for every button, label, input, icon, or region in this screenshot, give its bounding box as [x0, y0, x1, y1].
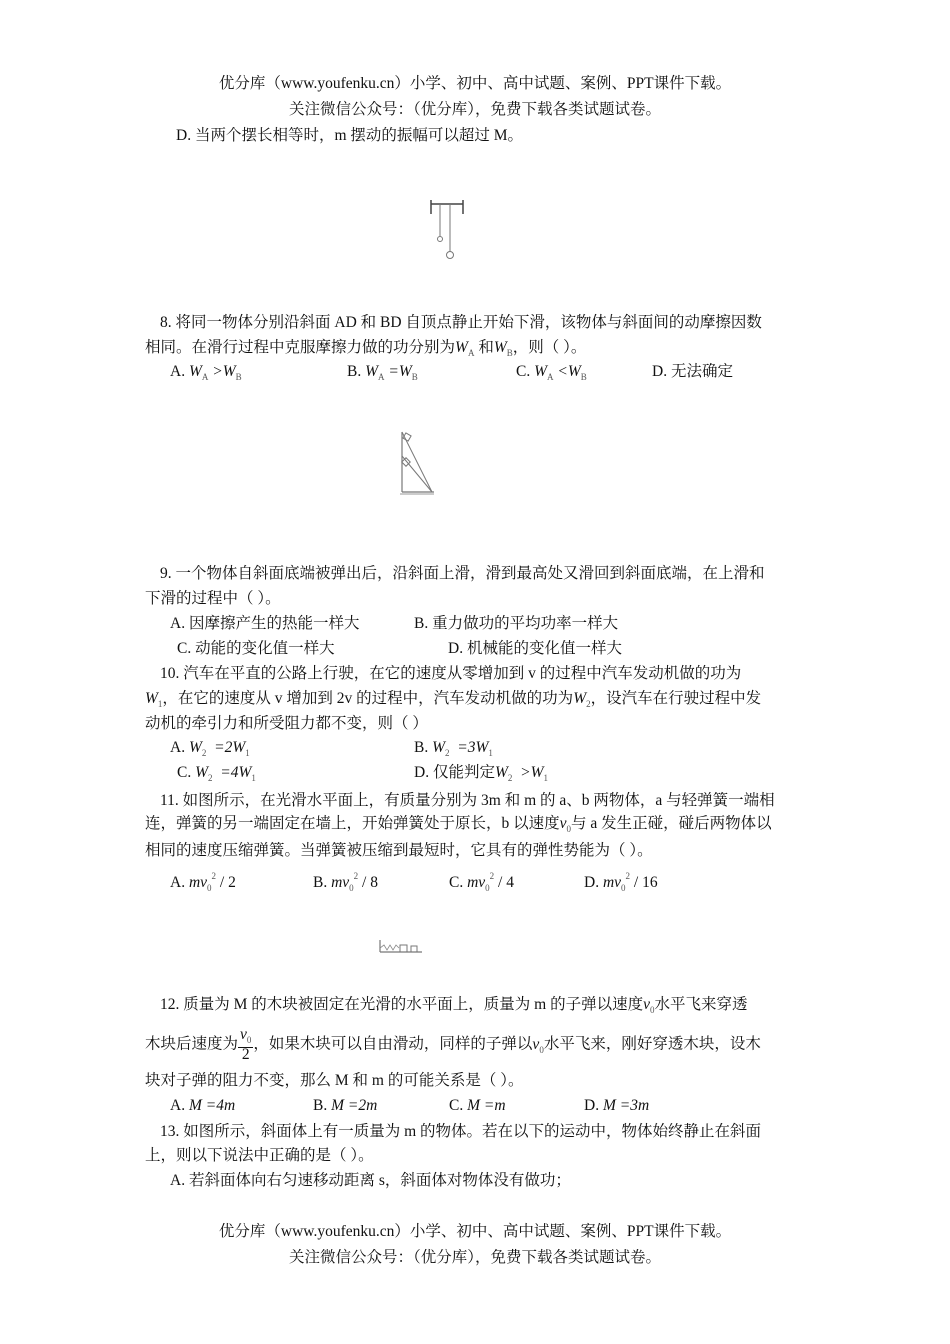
q8-option-d: D. 无法确定 — [652, 363, 733, 380]
q12-stem-2c: 水平飞来，刚好穿透木块，设木 — [543, 1035, 761, 1053]
q11-option-a-label: A. — [170, 874, 186, 891]
q8-option-b-label: B. — [347, 363, 362, 380]
q10-option-a: A. $W_2 =2W_1$ — [170, 739, 250, 758]
q11-option-b-denominator: 8 — [370, 874, 378, 891]
q12-fraction: $\frac{v_0}{2}$ — [240, 1026, 252, 1063]
q9-option-d: D. 机械能的变化值一样大 — [448, 640, 622, 657]
q11-stem-2: 连，弹簧的另一端固定在墙上，开始弹簧处于原长，b 以速度$v_0$与 a 发生正碰，碰后两物体以 — [145, 815, 772, 834]
q12-option-c-value: M =m — [467, 1097, 506, 1114]
q11-option-b: B. $mv_0^2 / 8$ — [313, 871, 378, 893]
q13-stem-1: 13. 如图所示，斜面体上有一质量为 m 的物体。若在以下的运动中，物体始终静止在斜面 — [160, 1123, 762, 1140]
q12-option-d — [584, 1096, 649, 1116]
spring-figure — [378, 938, 424, 956]
q13-stem-2: 上，则以下说法中正确的是（ ）。 — [145, 1147, 374, 1164]
q11-option-d-denominator: 16 — [642, 874, 658, 891]
q10-option-b: B. $W_2 =3W_1$ — [414, 739, 493, 758]
q12-stem-2: 木块后速度为 $\frac{v_0}{2}$ ，如果木块可以自由滑动，同样的子弹以$v_0$水平飞来，刚好穿透木块，设木 — [145, 1026, 761, 1063]
q11-option-c: C. $mv_0^2 / 4$ — [449, 871, 514, 893]
q13-option-a: A. 若斜面体向右匀速移动距离 s，斜面体对物体没有做功； — [170, 1172, 571, 1189]
q7-option-d: D. 当两个摆长相等时，m 摆动的振幅可以超过 M。 — [176, 127, 524, 144]
footer-line-2: 关注微信公众号：（优分库），免费下载各类试题试卷。 — [288, 1249, 661, 1266]
q8-stem-2: 相同。在滑行过程中克服摩擦力做的功分别为$W_A$ 和$W_B$，则（ ）。 — [145, 339, 587, 358]
q10-option-d-label: D. 仅能判定 — [414, 764, 495, 781]
q12-stem-1b: 水平飞来穿透 — [654, 996, 748, 1013]
q12-option-c — [449, 1096, 506, 1116]
q8-stem-2c: ，则（ ）。 — [512, 339, 587, 356]
q11-option-a-denominator: 2 — [228, 874, 236, 891]
q12-option-c-label: C. — [449, 1097, 464, 1114]
q10-stem-2a: ，在它的速度从 v 增加到 2v 的过程中，汽车发动机做的功为 — [162, 690, 574, 707]
q11-stem-3: 相同的速度压缩弹簧。当弹簧被压缩到最短时，它具有的弹性势能为（ ）。 — [145, 842, 653, 859]
q12-option-b-value: M =2m — [331, 1097, 378, 1114]
q9-stem-1: 9. 一个物体自斜面底端被弹出后，沿斜面上滑，滑到最高处又滑回到斜面底端，在上滑和 — [160, 565, 765, 582]
q12-option-d-label: D. — [584, 1097, 600, 1114]
q9-stem-2: 下滑的过程中（ ）。 — [145, 590, 281, 607]
q12-stem-2b: ，如果木块可以自由滑动，同样的子弹以 — [253, 1035, 533, 1053]
q8-stem-2b: 和 — [478, 339, 494, 356]
q8-option-b: B. $W_A =W_B$ — [347, 363, 418, 382]
q11-option-c-denominator: 4 — [506, 874, 514, 891]
q8-stem-1: 8. 将同一物体分别沿斜面 AD 和 BD 自顶点静止开始下滑，该物体与斜面间的动摩擦因数 — [160, 314, 762, 331]
q8-option-c-label: C. — [516, 363, 531, 380]
q12-stem-3: 块对子弹的阻力不变，那么 M 和 m 的可能关系是（ ）。 — [145, 1072, 524, 1089]
q10-stem-1: 10. 汽车在平直的公路上行驶，在它的速度从零增加到 v 的过程中汽车发动机做的功为 — [160, 665, 742, 682]
header-line-2: 关注微信公众号：（优分库），免费下载各类试题试卷。 — [288, 101, 661, 118]
q12-option-d-value: M =3m — [602, 1097, 650, 1114]
q12-option-a-label: A. — [170, 1097, 186, 1114]
q10-option-a-label: A. — [170, 739, 186, 756]
header-line-1: 优分库（www.youfenku.cn）小学、初中、高中试题、案例、PPT课件下载。 — [218, 75, 732, 92]
pendulum-figure — [426, 196, 466, 264]
q8-stem-2a: 相同。在滑行过程中克服摩擦力做的功分别为 — [145, 339, 456, 356]
q8-option-a: A. $W_A >W_B$ — [170, 363, 242, 382]
q12-stem-2a: 木块后速度为 — [145, 1035, 239, 1053]
q8-option-c: C. $W_A <W_B$ — [516, 363, 587, 382]
q10-stem-3: 动机的牵引力和所受阻力都不变，则（ ） — [145, 715, 428, 732]
q10-stem-2b: ，设汽车在行驶过程中发 — [590, 690, 762, 707]
q12-stem-1: 12. 质量为 M 的木块被固定在光滑的水平面上，质量为 m 的子弹以速度$v_0$水平飞来穿透 — [160, 996, 748, 1015]
q11-option-c-label: C. — [449, 874, 464, 891]
q12-option-b — [313, 1096, 377, 1116]
q10-option-b-label: B. — [414, 739, 429, 756]
q11-option-b-label: B. — [313, 874, 328, 891]
q8-option-a-label: A. — [170, 363, 186, 380]
q12-option-b-label: B. — [313, 1097, 328, 1114]
q10-option-c: C. $W_2 =4W_1$ — [177, 764, 256, 783]
q10-option-c-label: C. — [177, 764, 192, 781]
q11-option-a: A. $mv_0^2 / 2$ — [170, 871, 236, 893]
q10-stem-2: $W_1$，在它的速度从 v 增加到 2v 的过程中，汽车发动机做的功为$W_2$，设汽车在行驶过程中发 — [145, 690, 762, 709]
q12-option-a — [170, 1096, 235, 1116]
q12-stem-1a: 12. 质量为 M 的木块被固定在光滑的水平面上，质量为 m 的子弹以速度 — [160, 996, 644, 1013]
q9-option-a: A. 因摩擦产生的热能一样大 — [170, 615, 360, 632]
q12-option-a-value: M =4m — [188, 1097, 236, 1114]
q11-stem-2b: 与 a 发生正碰，碰后两物体以 — [571, 815, 772, 832]
q11-option-d-label: D. — [584, 874, 600, 891]
q9-option-c: C. 动能的变化值一样大 — [177, 640, 335, 657]
footer-line-1: 优分库（www.youfenku.cn）小学、初中、高中试题、案例、PPT课件下载。 — [218, 1223, 732, 1240]
q11-stem-2a: 连，弹簧的另一端固定在墙上，开始弹簧处于原长，b 以速度 — [145, 815, 560, 832]
q9-option-b: B. 重力做功的平均功率一样大 — [414, 615, 619, 632]
q11-stem-1: 11. 如图所示，在光滑水平面上，有质量分别为 3m 和 m 的 a、b 两物体，a 与轻弹簧一端相 — [160, 792, 775, 809]
q11-option-d: D. $mv_0^2 / 16$ — [584, 871, 658, 893]
q10-option-d: D. 仅能判定$W_2 >W_1$ — [414, 764, 548, 783]
incline-figure — [398, 426, 438, 498]
